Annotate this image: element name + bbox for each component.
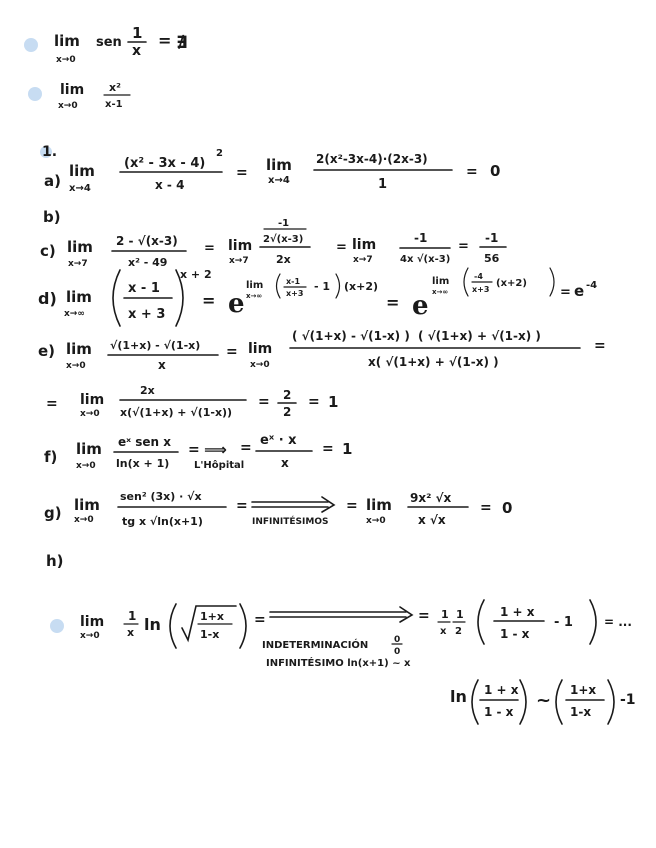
frac-num: 1 — [132, 24, 143, 42]
expr-text: - 1 — [554, 615, 573, 630]
frac-num: 0 — [394, 635, 401, 645]
frac-den: 1 - x — [484, 705, 514, 719]
item-label: c) — [40, 242, 56, 260]
lim-sub: x→0 — [56, 55, 76, 65]
exercise-f — [44, 433, 352, 471]
frac-num: 1 — [456, 608, 464, 621]
paren-left — [472, 680, 478, 724]
ln-text: ln — [450, 687, 467, 706]
equals-sign: = — [236, 165, 248, 181]
arrow-head — [400, 607, 412, 622]
bullet-dot — [50, 619, 64, 633]
lim-sub: x→∞ — [64, 309, 85, 319]
lim-sub: x→0 — [250, 360, 270, 370]
sub-num-bottom: 2√(x-3) — [263, 234, 304, 245]
frac-den: x-1 — [105, 99, 123, 110]
exponent: x + 2 — [180, 268, 212, 281]
frac-num: 9x² √x — [410, 491, 452, 505]
lim-sub: x→4 — [268, 175, 290, 186]
frac-num: sen² (3x) · √x — [120, 490, 202, 503]
equals-sign: = — [480, 500, 492, 516]
lim-text: lim — [80, 614, 105, 630]
frac-den: 1 — [378, 177, 388, 192]
limit-line-1 — [54, 24, 188, 65]
item-label: a) — [44, 172, 61, 190]
frac-num: x² — [109, 81, 121, 94]
frac-num: -1 — [414, 231, 428, 245]
expr-text: - 1 — [314, 280, 331, 293]
lim-text: lim — [66, 288, 92, 306]
equivalence-sign: ~ — [536, 690, 552, 711]
item-label: f) — [44, 448, 58, 466]
frac-den: 1 - x — [500, 627, 530, 641]
equals-sign: = — [254, 612, 266, 628]
sub-num-top: -1 — [278, 218, 290, 229]
frac-den: 2x — [276, 253, 291, 266]
exercise-d — [38, 268, 597, 326]
bullet-dot — [24, 38, 38, 52]
paren-right — [590, 600, 596, 644]
frac-den: x — [132, 43, 142, 59]
frac-num: -1 — [485, 231, 499, 245]
frac-den: x - 4 — [155, 178, 185, 192]
exercise-g — [44, 490, 512, 528]
exercise-c — [40, 218, 506, 269]
frac-den: 4x √(x-3) — [400, 254, 451, 265]
lim-text: lim — [67, 238, 93, 256]
result-text: 0 — [502, 499, 513, 517]
lim-sub: x→0 — [366, 516, 386, 526]
frac-num: √(1+x) - √(1-x) — [110, 339, 201, 352]
lim-text: lim — [66, 340, 92, 358]
equals-sign: = — [226, 344, 238, 360]
frac-den: x( √(1+x) + √(1-x) ) — [368, 355, 499, 369]
equals-sign: = — [418, 608, 430, 624]
frac-den: 2 — [455, 626, 462, 637]
item-label: h) — [46, 552, 64, 570]
lim-sub: x→∞ — [246, 292, 263, 300]
equals-sign: = — [202, 291, 216, 310]
frac-den: x — [127, 626, 135, 639]
arrow-head — [322, 497, 334, 512]
lim-sub: x→0 — [80, 631, 100, 641]
equals-sign: = — [158, 31, 172, 50]
frac-num: 2(x²-3x-4)·(2x-3) — [316, 152, 428, 166]
section-number: 1. — [42, 144, 58, 160]
equals-sign: = — [336, 240, 347, 255]
exercise-e — [38, 329, 606, 372]
bullet-dot — [28, 87, 42, 101]
method-note: INDETERMINACIÓN — [262, 640, 369, 651]
paren-left — [113, 270, 120, 326]
frac-den: x² - 49 — [128, 256, 168, 269]
frac-num: 1 — [441, 608, 449, 621]
item-label: g) — [44, 504, 62, 522]
paren-right — [608, 680, 614, 724]
exponent: 2 — [216, 148, 223, 159]
frac-num: x - 1 — [128, 281, 160, 296]
frac-num: eˣ · x — [260, 433, 297, 448]
frac-den: 0 — [394, 647, 401, 657]
exponent: -4 — [586, 280, 598, 291]
equals-sign: = — [594, 338, 606, 354]
paren-left — [464, 268, 468, 296]
lim-sub: x→0 — [66, 361, 86, 371]
implies-arrow: ⟹ — [204, 440, 227, 459]
result-text: 1 — [342, 440, 353, 458]
item-label: e) — [38, 342, 56, 360]
lim-sub: x→∞ — [432, 288, 449, 296]
frac-den: x+3 — [286, 289, 304, 298]
paren-left — [478, 600, 484, 644]
equals-sign: = — [560, 285, 571, 300]
frac-num: 2 - √(x-3) — [116, 234, 178, 248]
equals-sign: = — [258, 394, 270, 410]
frac-num: 1+x — [200, 610, 224, 623]
lim-text: lim — [246, 280, 264, 291]
item-label: d) — [38, 289, 57, 308]
lim-text: lim — [352, 237, 377, 253]
lim-sub: x→7 — [68, 259, 88, 269]
func-text: sen — [96, 35, 122, 50]
frac-den: x+3 — [472, 285, 490, 294]
exercise-h — [80, 600, 632, 669]
frac-den: ln(x + 1) — [116, 457, 170, 470]
lim-sub: x→7 — [229, 256, 249, 266]
lim-text: lim — [266, 156, 292, 174]
lim-text: lim — [74, 496, 100, 514]
equals-sign: = — [236, 498, 248, 514]
paren-right — [520, 680, 526, 724]
frac-num: 2x — [140, 384, 155, 397]
equals-sign: = — [308, 394, 320, 410]
equals-sign: = — [188, 442, 200, 458]
paren-right — [550, 268, 554, 296]
frac-num: 1 + x — [500, 605, 535, 619]
expr-text: (x+2) — [344, 280, 379, 293]
frac-num: eˣ sen x — [118, 435, 172, 449]
frac-num: -4 — [474, 272, 483, 281]
lim-text: lim — [76, 440, 102, 458]
lim-text: lim — [432, 276, 450, 287]
lim-sub: x→7 — [353, 255, 373, 265]
frac-num: x-1 — [286, 277, 301, 286]
result-text: ∄ — [176, 33, 188, 53]
exercise-a — [44, 148, 500, 194]
frac-den: x — [440, 626, 447, 637]
frac-num: 1+x — [570, 683, 597, 697]
result-text: 0 — [490, 162, 501, 180]
lim-text: lim — [366, 496, 392, 514]
frac-den: tg x √ln(x+1) — [122, 515, 203, 528]
lim-sub: x→0 — [80, 409, 100, 419]
paren-left — [170, 604, 176, 648]
equals-sign: = — [346, 498, 358, 514]
lim-text: lim — [54, 32, 80, 50]
frac-num: ( √(1+x) - √(1-x) ) — [292, 329, 410, 343]
frac-den: x — [281, 456, 289, 470]
frac-den: 1-x — [570, 705, 592, 719]
paren-right — [336, 274, 340, 298]
lim-sub: x→0 — [76, 461, 96, 471]
frac-den: x + 3 — [128, 307, 166, 322]
frac-num: (x² - 3x - 4) — [124, 156, 206, 171]
continuation-text: = ... — [604, 615, 632, 629]
lim-text: lim — [228, 238, 253, 254]
frac-den: 2 — [283, 405, 292, 419]
euler-e: e — [228, 289, 245, 319]
frac-num: 1 — [128, 609, 137, 623]
frac-den: 1-x — [200, 628, 220, 641]
limit-line-2 — [58, 81, 130, 111]
lim-sub: x→4 — [69, 183, 91, 194]
paren-left — [556, 680, 562, 724]
method-note: INFINITÉSIMOS — [252, 517, 329, 527]
frac-den: 56 — [484, 252, 500, 265]
frac-den: x — [158, 358, 166, 372]
equals-sign: = — [466, 164, 478, 180]
frac-num: ( √(1+x) + √(1-x) ) — [418, 329, 541, 343]
equals-sign: = — [458, 239, 469, 254]
frac-num: 1 + x — [484, 683, 519, 697]
frac-den: x √x — [418, 513, 446, 527]
equals-sign: = — [386, 293, 400, 312]
equals-sign: = — [240, 440, 252, 456]
item-label: b) — [43, 208, 61, 226]
exercise-e-continued — [46, 384, 338, 419]
result-text: e — [574, 282, 585, 300]
equals-sign: = — [322, 441, 334, 457]
expr-text: (x+2) — [496, 278, 527, 289]
expr-text: -1 — [620, 692, 636, 708]
frac-num: 2 — [283, 388, 292, 402]
paren-right — [240, 604, 246, 648]
method-note: L'Hôpital — [194, 460, 245, 471]
lim-sub: x→0 — [58, 101, 78, 111]
equals-sign: = — [204, 241, 215, 256]
exercise-h-continued — [450, 680, 636, 724]
lim-text: lim — [69, 162, 95, 180]
paren-left — [277, 274, 281, 298]
lim-text: lim — [248, 341, 273, 357]
euler-e: e — [412, 291, 429, 321]
lim-text: lim — [60, 82, 85, 98]
lim-text: lim — [80, 392, 105, 408]
ln-text: ln — [144, 615, 161, 634]
result-text: 1 — [328, 393, 339, 411]
frac-den: x(√(1+x) + √(1-x)) — [120, 406, 233, 419]
lim-sub: x→0 — [74, 515, 94, 525]
equals-sign: = — [46, 396, 58, 412]
method-note: INFINITÉSIMO ln(x+1) ~ x — [266, 658, 411, 669]
